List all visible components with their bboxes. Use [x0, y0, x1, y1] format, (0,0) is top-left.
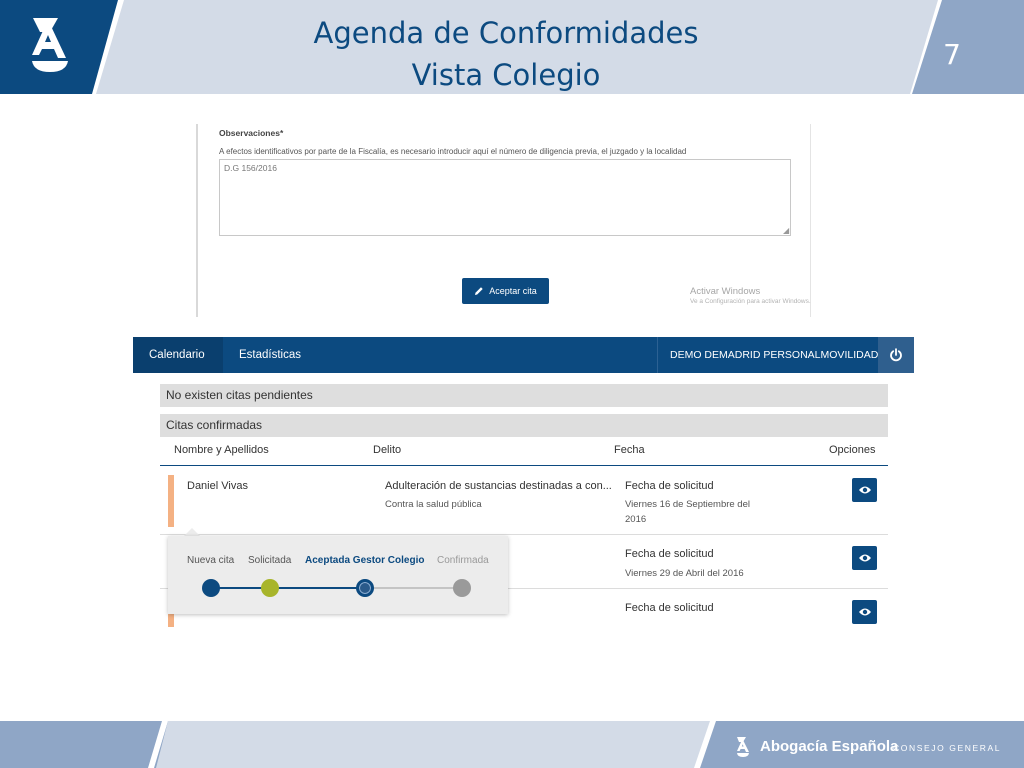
observaciones-panel [196, 124, 811, 317]
row-1-name: Daniel Vivas [187, 480, 248, 492]
user-menu[interactable]: DEMO DEMADRID PERSONALMOVILIDAD [657, 337, 890, 373]
column-header-nombre: Nombre y Apellidos [174, 444, 269, 456]
column-header-opciones: Opciones [829, 444, 876, 456]
footer-brand: Abogacía Española [760, 738, 899, 755]
progress-track-pending [365, 587, 462, 589]
stage-dot-confirmada [453, 579, 471, 597]
stage-nueva-cita: Nueva cita [187, 555, 235, 566]
tab-calendario[interactable]: Calendario [133, 337, 223, 373]
observaciones-label: Observaciones* [219, 128, 284, 138]
logout-button[interactable] [878, 337, 914, 373]
accept-appointment-button[interactable] [462, 278, 549, 304]
windows-watermark-title: Activar Windows [690, 286, 761, 297]
row-1-view-button[interactable] [852, 478, 877, 502]
status-popup [168, 536, 508, 614]
tab-estadisticas[interactable]: Estadísticas [239, 349, 301, 361]
row-2-fecha: Viernes 29 de Abril del 2016 [625, 568, 744, 579]
slide-title-line2: Vista Colegio [411, 58, 601, 92]
slide-page-number: 7 [943, 38, 961, 71]
stage-solicitada: Solicitada [248, 555, 292, 566]
abogacia-logo-icon [28, 14, 72, 74]
power-icon [889, 348, 903, 362]
row-2-fecha-label: Fecha de solicitud [625, 548, 714, 560]
observaciones-textarea[interactable] [219, 159, 791, 236]
row-1-fecha-label: Fecha de solicitud [625, 480, 714, 492]
row-3-view-button[interactable] [852, 600, 877, 624]
stage-confirmada: Confirmada [437, 555, 489, 566]
row-separator [160, 534, 888, 535]
row-1-category: Contra la salud pública [385, 499, 482, 510]
abogacia-footer-logo-icon [736, 736, 750, 758]
resize-handle-icon[interactable]: ◢ [783, 226, 790, 235]
pending-section-header: No existen citas pendientes [160, 384, 888, 407]
footer-light-band [156, 721, 716, 768]
top-navbar [133, 337, 914, 373]
row-1-fecha: Viernes 16 de Septiembre del 2016 [625, 499, 750, 525]
header-divider [160, 465, 888, 466]
stage-dot-aceptada [356, 579, 374, 597]
stage-aceptada-gestor-colegio: Aceptada Gestor Colegio [305, 555, 425, 566]
eye-icon [858, 607, 872, 617]
confirmed-section-header: Citas confirmadas [160, 414, 888, 437]
slide-title [200, 12, 812, 96]
eye-icon [858, 553, 872, 563]
row-2-view-button[interactable] [852, 546, 877, 570]
slide-title-line1: Agenda de Conformidades [313, 16, 699, 50]
calendar-app [133, 337, 914, 627]
column-header-delito: Delito [373, 444, 402, 456]
progress-track-done [211, 587, 365, 589]
observaciones-help: A efectos identificativos por parte de la Fiscalía, es necesario introducir aquí el número de diligencia previa, el juzgado y la localidad [219, 147, 687, 156]
windows-watermark-subtitle: Ve a Configuración para activar Windows. [690, 298, 811, 305]
pencil-icon [474, 286, 484, 296]
row-1-delito: Adulteración de sustancias destinadas a con... [385, 480, 612, 492]
row-3-fecha-label: Fecha de solicitud [625, 602, 714, 614]
stage-dot-nueva-cita [202, 579, 220, 597]
row-status-accent [168, 475, 174, 527]
eye-icon [858, 485, 872, 495]
column-header-fecha: Fecha [614, 444, 645, 456]
stage-dot-solicitada [261, 579, 279, 597]
footer-subtitle: CONSEJO GENERAL [893, 743, 1002, 753]
accept-button-label: Aceptar cita [489, 286, 537, 296]
